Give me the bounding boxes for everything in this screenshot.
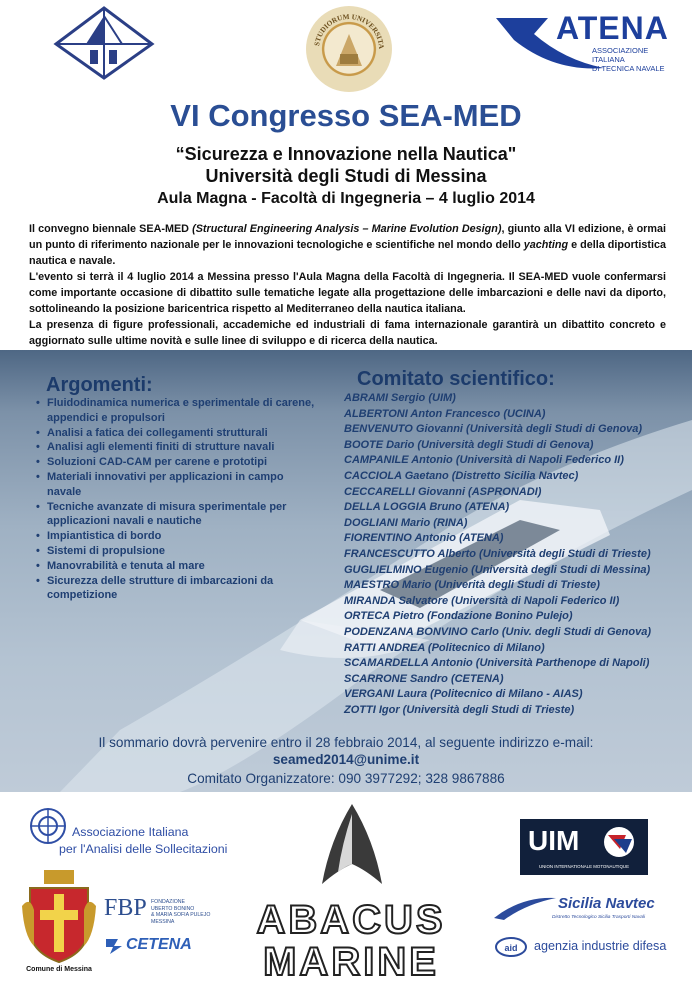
intro-p1-e: e della diportistica nautica e navale. <box>29 239 666 267</box>
comitato-member: ZOTTI Igor (Università degli Studi di Trieste) <box>344 703 575 716</box>
fbp-caption-line4: MESSINA <box>151 918 175 925</box>
comitato-member: CACCIOLA Gaetano (Distretto Sicilia Navtec) <box>344 469 579 482</box>
comitato-member: ORTECA Pietro (Fondazione Bonino Pulejo) <box>344 610 573 623</box>
intro-p1-d: yachting <box>523 239 569 251</box>
abacus-word: ABACUS <box>256 898 446 942</box>
aias-emblem-icon <box>28 806 68 846</box>
venue-date: Aula Magna - Facoltà di Ingegneria – 4 luglio 2014 <box>157 190 535 207</box>
navtec-swoosh-icon <box>492 892 558 922</box>
comitato-member: ABRAMI Sergio (UIM) <box>344 392 456 404</box>
comitato-member: FIORENTINO Antonio (ATENA) <box>344 532 504 545</box>
comitato-member: MIRANDA Salvatore (Università di Napoli Federico II) <box>344 594 620 607</box>
intro-p1-a: Il convegno biennale SEA-MED <box>29 223 193 235</box>
intro-p1-b: (Structural Engineering Analysis – Marine Evolution Design) <box>192 223 502 235</box>
marine-word: MARINE <box>263 940 439 984</box>
fbp-caption-line3: & MARIA SOFIA PULEJO <box>151 912 211 919</box>
abacus-fin-icon <box>234 800 468 900</box>
atena-line3: DI TECNICA NAVALE <box>592 64 665 73</box>
comitato-list <box>344 391 674 718</box>
uim-caption: UNION INTERNATIONALE MOTONAUTIQUE <box>538 864 630 869</box>
intro-p1-c: , giunto alla VI edizione, è ormai un punto di riferimento nazionale per le innovazioni tecnologiche e scientifiche nel mondo dello <box>29 223 666 251</box>
page-title: VI Congresso SEA-MED <box>170 98 522 133</box>
comitato-heading: Comitato scientifico: <box>357 368 555 390</box>
comitato-member: RATTI ANDREA (Politecnico di Milano) <box>344 641 545 654</box>
argomento-item: • Analisi a fatica dei collegamenti strutturali <box>36 426 316 441</box>
seal-text: STUDIORUM UNIVERSITA <box>313 12 386 50</box>
aias-line2: per l'Analisi delle Sollecitazioni <box>59 842 228 856</box>
comitato-member: MAESTRO Mario (Univerità degli Studi di Trieste) <box>344 579 600 592</box>
argomento-item: • Tecniche avanzate di misura sperimentale per applicazioni navali e nautiche <box>36 500 316 530</box>
abacus-marine-logo <box>234 800 468 986</box>
argomento-item: • Soluzioni CAD-CAM per carene e prototipi <box>36 455 316 470</box>
aid-wordmark: agenzia industrie difesa <box>534 939 667 953</box>
navtec-wordmark: Sicilia Navtec <box>558 895 655 912</box>
intro-paragraph-2: L'evento si terrà il 4 luglio 2014 a Messina presso l'Aula Magna della Facoltà di Ingegneria. Il SEA-MED vuole confermarsi come importante occasione di dibattito sulle tematiche legate alla progettazione delle imbarcazioni e delle navi da diporto, sottolineando la posizione baricentrica rispetto al Mediterraneo della nautica italiana. <box>29 271 666 315</box>
fbp-caption-line1: FONDAZIONE <box>151 899 186 905</box>
comune-messina-caption: Comune di Messina <box>26 966 92 973</box>
comitato-member: VERGANI Laura (Politecnico di Milano - AIAS) <box>344 688 583 701</box>
congress-theme: “Sicurezza e Innovazione nella Nautica" <box>175 144 517 164</box>
uim-wordmark: UIM <box>528 825 580 856</box>
comitato-member: CECCARELLI Giovanni (ASPRONADI) <box>344 485 542 498</box>
agenzia-industrie-difesa-logo <box>494 936 672 960</box>
comitato-member: BENVENUTO Giovanni (Università degli Studi di Genova) <box>344 423 643 436</box>
intro-paragraph-1 <box>29 221 666 269</box>
messina-coat-of-arms-icon <box>20 866 98 964</box>
comitato-member: SCAMARDELLA Antonio (Università Parthenope di Napoli) <box>344 657 650 670</box>
comitato-member: DELLA LOGGIA Bruno (ATENA) <box>344 501 510 514</box>
aid-mark-icon <box>494 936 528 958</box>
navtec-caption: Distretto Tecnologico Sicilia Trasporti Navali <box>552 915 646 920</box>
comitato-member: ALBERTONI Anton Francesco (UCINA) <box>344 407 546 420</box>
comitato-member: BOOTE Dario (Università degli Studi di Genova) <box>344 438 594 451</box>
argomento-item: • Manovrabilità e tenuta al mare <box>36 559 316 574</box>
comitato-member: CAMPANILE Antonio (Università di Napoli Federico II) <box>344 454 624 467</box>
argomento-item: • Impiantistica di bordo <box>36 529 316 544</box>
atena-wordmark: ATENA <box>556 10 669 46</box>
fbp-caption <box>151 899 210 925</box>
argomenti-heading: Argomenti: <box>46 374 153 396</box>
cetena-logo <box>104 936 214 956</box>
aias-logo <box>28 806 228 866</box>
argomento-item: • Fluidodinamica numerica e sperimentale di carene, appendici e propulsori <box>36 396 316 426</box>
argomento-item: • Sicurezza delle strutture di imbarcazioni da competizione <box>36 574 316 604</box>
argomento-item: • Materiali innovativi per applicazioni in campo navale <box>36 470 316 500</box>
aias-line1: Associazione Italiana <box>72 825 189 839</box>
university-name: Università degli Studi di Messina <box>205 166 487 186</box>
contact-email-link[interactable]: seamed2014@unime.it <box>272 752 420 767</box>
intro-paragraph-3: La presenza di figure professionali, accademiche ed industriali di fama internazionale garantirà un dibattito concreto e aggiornato sulle ultime novità e sulle linee di sviluppo e di ricerca della nautica. <box>29 319 666 347</box>
seal-graphic <box>306 6 392 92</box>
organizing-committee-phones: Comitato Organizzatore: 090 3977292; 328 9867886 <box>187 771 505 786</box>
comitato-member: SCARRONE Sandro (CETENA) <box>344 672 504 685</box>
comitato-member: GUGLIELMINO Eugenio (Università degli Studi di Messina) <box>344 563 651 576</box>
comitato-member: PODENZANA BONVINO Carlo (Univ. degli Studi di Genova) <box>344 625 652 638</box>
svg-text:aid: aid <box>504 943 518 953</box>
comitato-member: DOGLIANI Mario (RINA) <box>344 516 468 529</box>
uim-flags-icon <box>596 825 642 859</box>
comitato-member: FRANCESCUTTO Alberto (Università degli Studi di Trieste) <box>344 547 651 560</box>
fondazione-bonino-pulejo-logo <box>104 893 228 933</box>
argomento-item: • Analisi agli elementi finiti di strutture navali <box>36 440 316 455</box>
cetena-mark-icon <box>104 937 124 955</box>
argomento-item: • Sistemi di propulsione <box>36 544 316 559</box>
cetena-wordmark: CETENA <box>126 936 192 953</box>
uim-logo <box>520 819 648 875</box>
atena-logo <box>494 12 674 82</box>
fbp-monogram: FBP <box>104 895 147 921</box>
atena-line1: ASSOCIAZIONE <box>592 46 649 55</box>
argomenti-list <box>36 396 316 603</box>
sicilia-navtec-logo <box>492 888 672 928</box>
engineering-faculty-logo <box>52 6 156 80</box>
submission-deadline: Il sommario dovrà pervenire entro il 28 febbraio 2014, al seguente indirizzo e-mail: <box>98 735 594 750</box>
fbp-caption-line2: UBERTO BONINO <box>151 905 195 912</box>
intro-text <box>29 221 666 349</box>
comune-messina-logo <box>20 866 98 982</box>
university-seal-logo <box>306 6 392 92</box>
atena-line2: ITALIANA <box>592 55 625 64</box>
